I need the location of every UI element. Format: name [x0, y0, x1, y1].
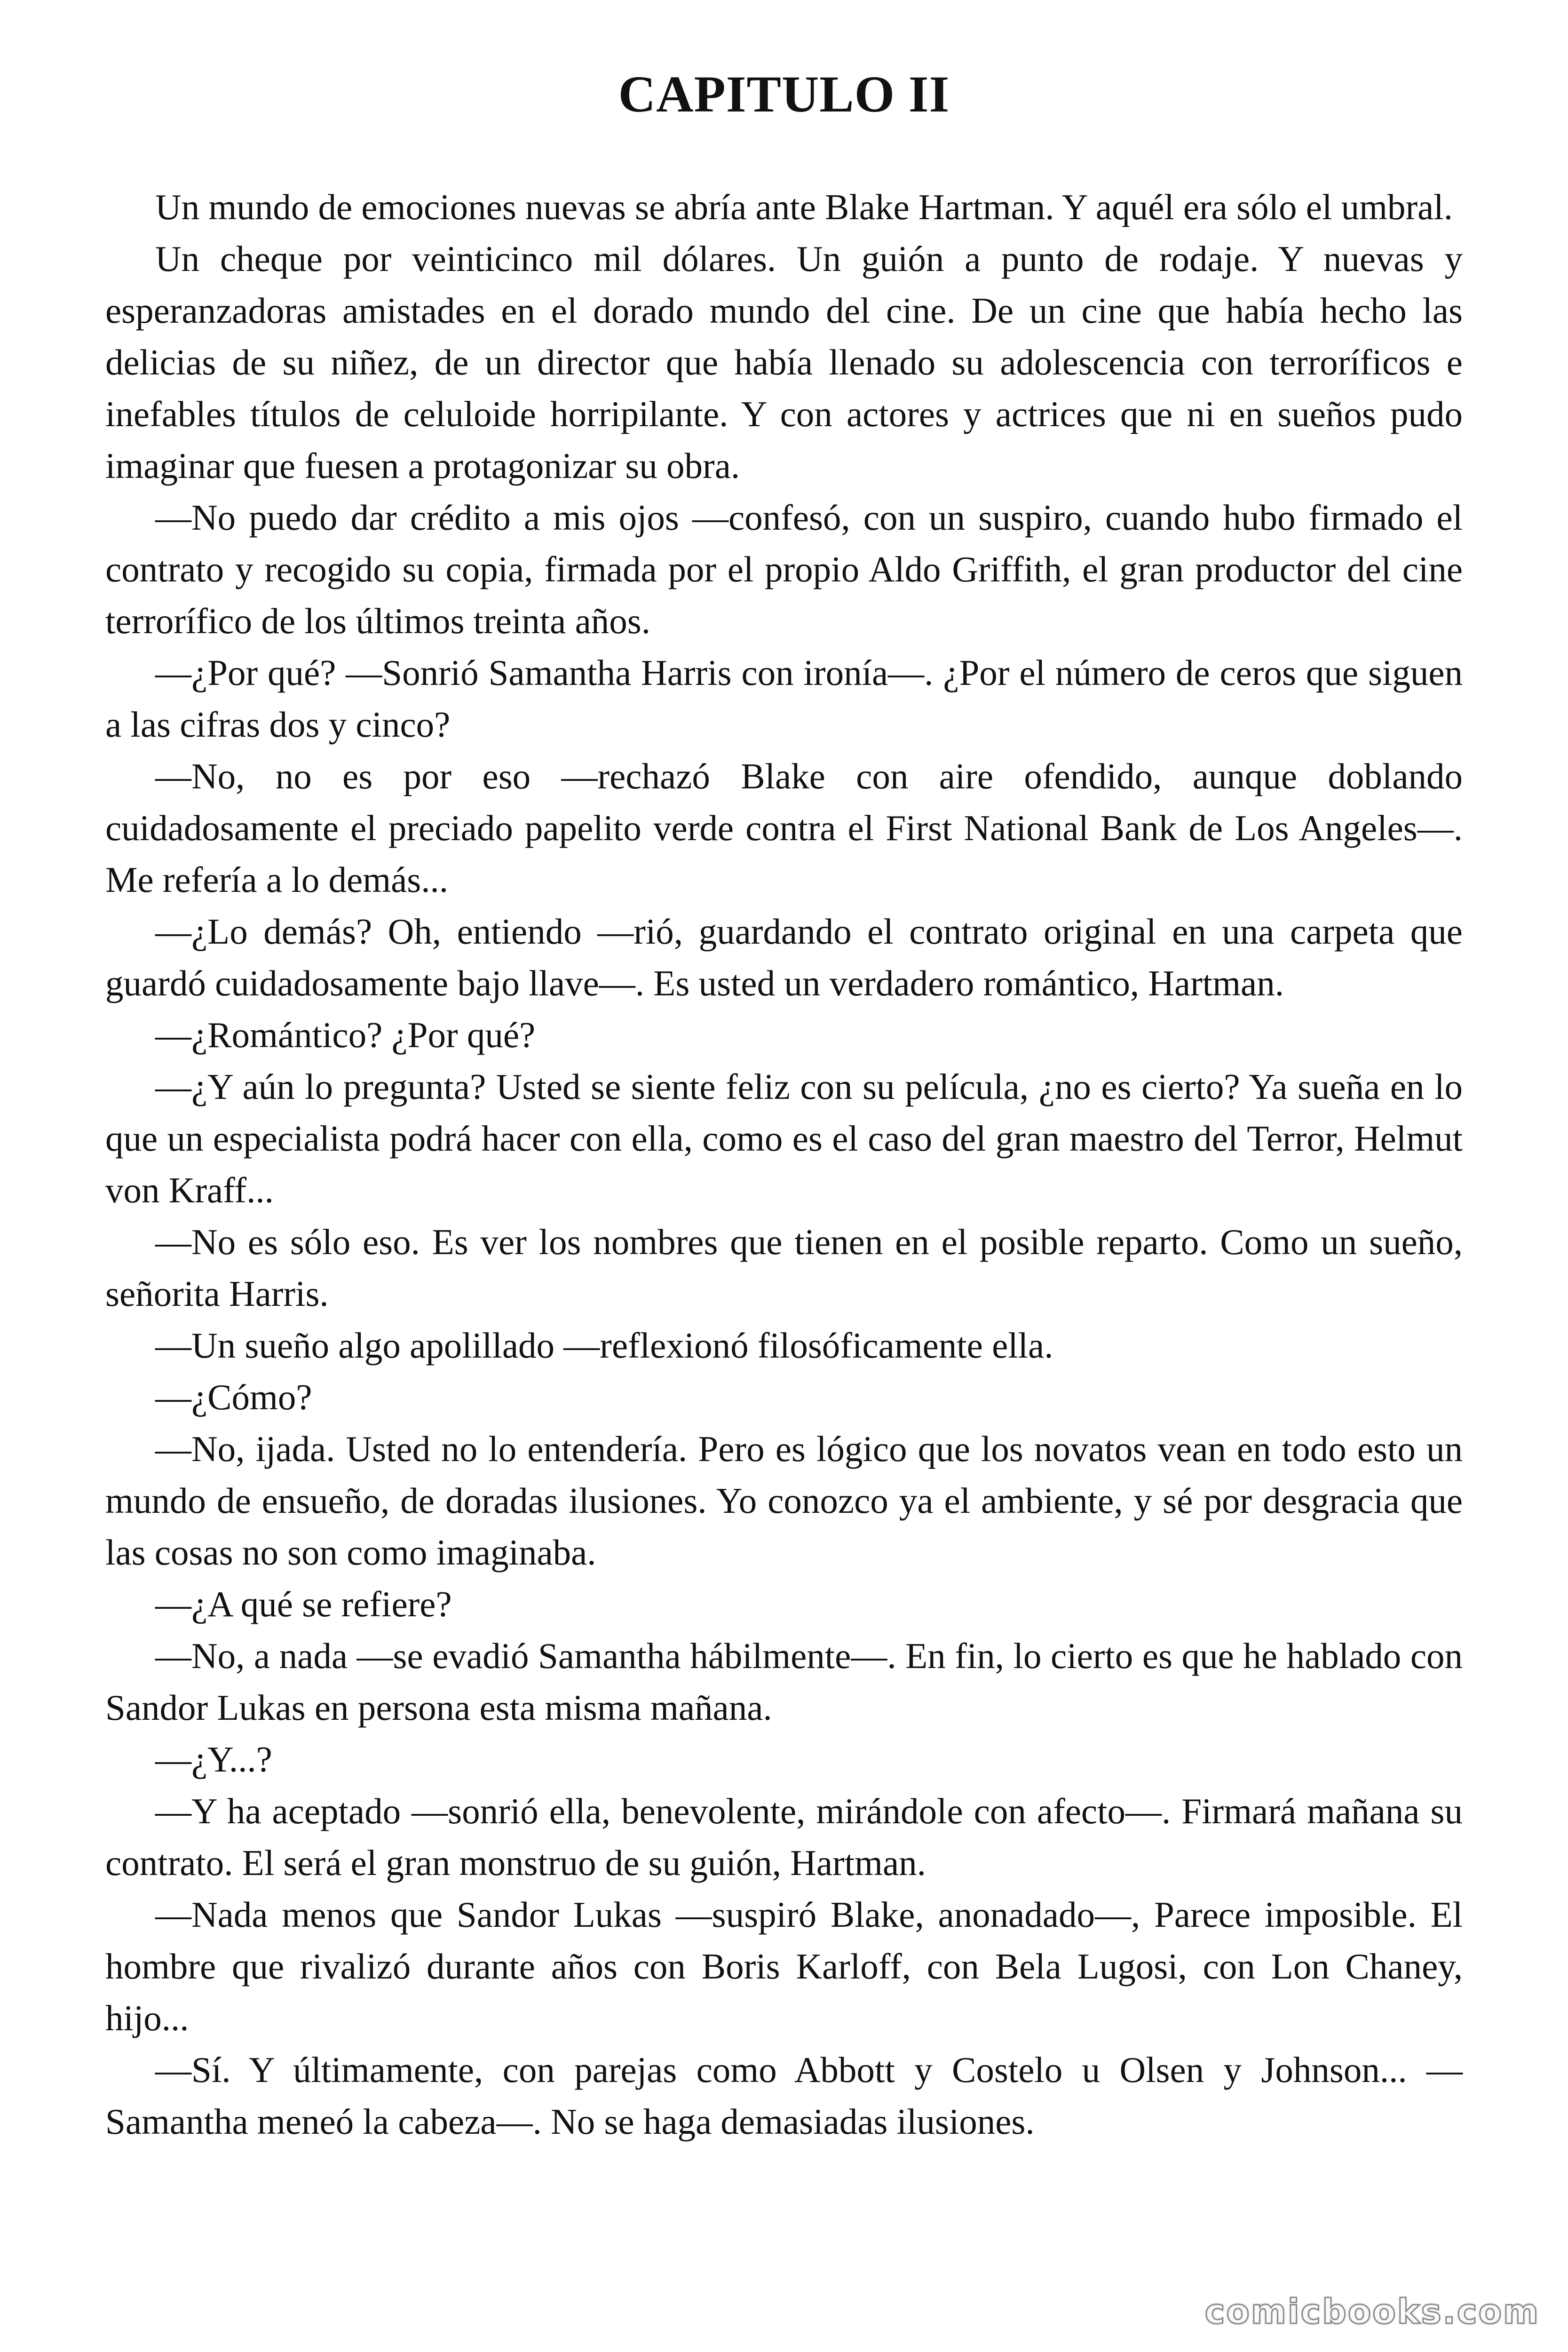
paragraph: —Nada menos que Sandor Lukas —suspiró Blake, anonadado—, Parece imposible. El hombre que rivalizó durante años con Boris Karloff, con Bela Lugosi, con Lon Chaney, hijo... [105, 1894, 1463, 2038]
paragraph: —Un sueño algo apolillado —reflexionó filosóficamente ella. [155, 1325, 1053, 1366]
paragraph: —Y ha aceptado —sonrió ella, benevolente, mirándole con afecto—. Firmará mañana su contrato. El será el gran monstruo de su guión, Hartman. [105, 1791, 1463, 1883]
paragraph: —¿Por qué? —Sonrió Samantha Harris con ironía—. ¿Por el número de ceros que siguen a las cifras dos y cinco? [105, 652, 1463, 745]
paragraph: —No es sólo eso. Es ver los nombres que tienen en el posible reparto. Como un sueño, señorita Harris. [105, 1222, 1463, 1314]
paragraph: —No, a nada —se evadió Samantha hábilmente—. En fin, lo cierto es que he hablado con Sandor Lukas en persona esta misma mañana. [105, 1636, 1463, 1728]
chapter-body [105, 181, 1463, 2147]
paragraph: Un cheque por veinticinco mil dólares. Un guión a punto de rodaje. Y nuevas y esperanzadoras amistades en el dorado mundo del cine. De un cine que había hecho las delicias de su niñez, de un director que había llenado su adolescencia con terroríficos e inefables títulos de celuloide horripilante. Y con actores y actrices que ni en sueños pudo imaginar que fuesen a protagonizar su obra. [105, 238, 1463, 486]
paragraph: —No puedo dar crédito a mis ojos —confesó, con un suspiro, cuando hubo firmado el contrato y recogido su copia, firmada por el propio Aldo Griffith, el gran productor del cine terrorífico de los últimos treinta años. [105, 497, 1463, 641]
paragraph: —No, no es por eso —rechazó Blake con aire ofendido, aunque doblando cuidadosamente el preciado papelito verde contra el First National Bank de Los Angeles—. Me refería a lo demás... [105, 756, 1463, 900]
site-watermark: comicbooks.com [1204, 2292, 1540, 2331]
paragraph: —¿Y...? [155, 1739, 272, 1780]
paragraph: —No, ijada. Usted no lo entendería. Pero es lógico que los novatos vean en todo esto un mundo de ensueño, de doradas ilusiones. Yo conozco ya el ambiente, y sé por desgracia que las cosas no son como imaginaba. [105, 1429, 1463, 1573]
paragraph: —Sí. Y últimamente, con parejas como Abbott y Costelo u Olsen y Johnson... — Samantha meneó la cabeza—. No se haga demasiadas ilusiones. [105, 2050, 1463, 2142]
paragraph: Un mundo de emociones nuevas se abría ante Blake Hartman. Y aquél era sólo el umbral. [155, 187, 1453, 227]
paragraph: —¿A qué se refiere? [155, 1584, 452, 1624]
paragraph: —¿Y aún lo pregunta? Usted se siente feliz con su película, ¿no es cierto? Ya sueña en lo que un especialista podrá hacer con ella, como es el caso del gran maestro del Terror, Helmut von Kraff... [105, 1066, 1463, 1210]
paragraph: —¿Cómo? [155, 1377, 312, 1417]
paragraph: —¿Lo demás? Oh, entiendo —rió, guardando el contrato original en una carpeta que guardó cuidadosamente bajo llave—. Es usted un verdadero romántico, Hartman. [105, 911, 1463, 1003]
paragraph: —¿Romántico? ¿Por qué? [155, 1015, 536, 1055]
chapter-title: CAPITULO II [618, 65, 950, 123]
